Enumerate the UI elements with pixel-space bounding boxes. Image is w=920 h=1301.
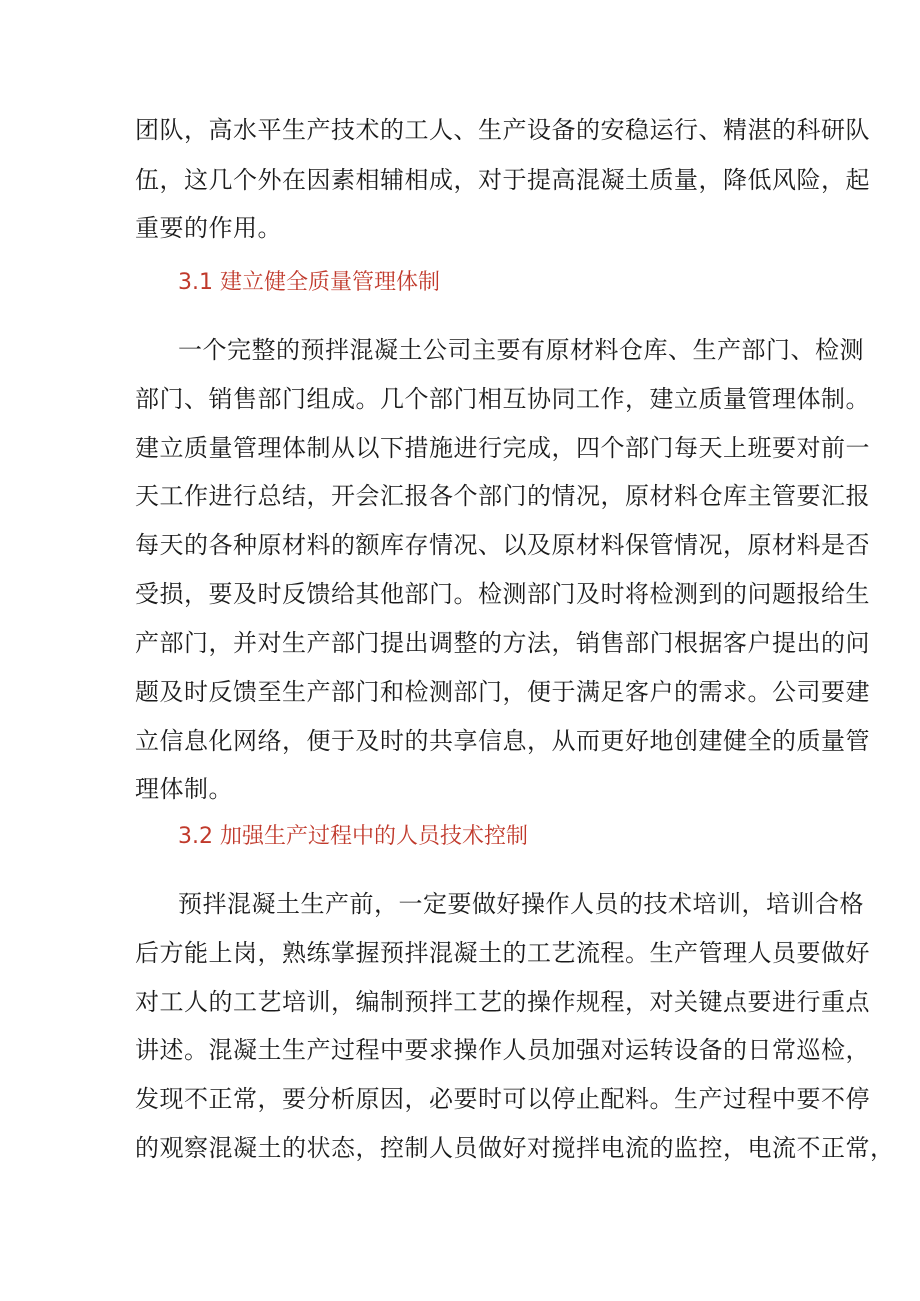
section-heading-3-1 <box>178 268 440 298</box>
section-number: 3.1 <box>178 270 213 295</box>
paragraph-line: 对工人的工艺培训，编制预拌工艺的操作规程，对关键点要进行重点 <box>135 988 870 1016</box>
paragraph-line: 每天的各种原材料的额库存情况、以及原材料保管情况，原材料是否 <box>135 531 870 559</box>
paragraph-line: 团队，高水平生产技术的工人、生产设备的安稳运行、精湛的科研队 <box>135 116 870 144</box>
paragraph-line: 建立质量管理体制从以下措施进行完成，四个部门每天上班要对前一 <box>135 434 870 462</box>
paragraph-line: 后方能上岗，熟练掌握预拌混凝土的工艺流程。生产管理人员要做好 <box>135 939 870 967</box>
section-heading-3-2 <box>178 822 528 852</box>
paragraph-line: 天工作进行总结，开会汇报各个部门的情况，原材料仓库主管要汇报 <box>135 482 870 510</box>
paragraph-line: 讲述。混凝土生产过程中要求操作人员加强对运转设备的日常巡检， <box>135 1036 870 1064</box>
paragraph-line: 立信息化网络，便于及时的共享信息，从而更好地创建健全的质量管 <box>135 727 870 755</box>
paragraph-line: 重要的作用。 <box>135 214 282 242</box>
paragraph-line: 产部门，并对生产部门提出调整的方法，销售部门根据客户提出的问 <box>135 629 870 657</box>
paragraph-line: 受损，要及时反馈给其他部门。检测部门及时将检测到的问题报给生 <box>135 580 870 608</box>
section-title: 建立健全质量管理体制 <box>220 270 441 295</box>
section-number: 3.2 <box>178 824 213 849</box>
paragraph-line: 预拌混凝土生产前，一定要做好操作人员的技术培训，培训合格 <box>178 890 864 918</box>
paragraph-line: 的观察混凝土的状态，控制人员做好对搅拌电流的监控，电流不正常， <box>135 1134 895 1162</box>
paragraph-line: 部门、销售部门组成。几个部门相互协同工作，建立质量管理体制。 <box>135 385 870 413</box>
section-title: 加强生产过程中的人员技术控制 <box>220 824 529 849</box>
paragraph-line: 发现不正常，要分析原因，必要时可以停止配料。生产过程中要不停 <box>135 1085 870 1113</box>
paragraph-line: 一个完整的预拌混凝土公司主要有原材料仓库、生产部门、检测 <box>178 336 864 364</box>
paragraph-line: 理体制。 <box>135 775 233 803</box>
paragraph-line: 题及时反馈至生产部门和检测部门，便于满足客户的需求。公司要建 <box>135 678 870 706</box>
paragraph-line: 伍，这几个外在因素相辅相成，对于提高混凝土质量，降低风险，起 <box>135 166 870 194</box>
